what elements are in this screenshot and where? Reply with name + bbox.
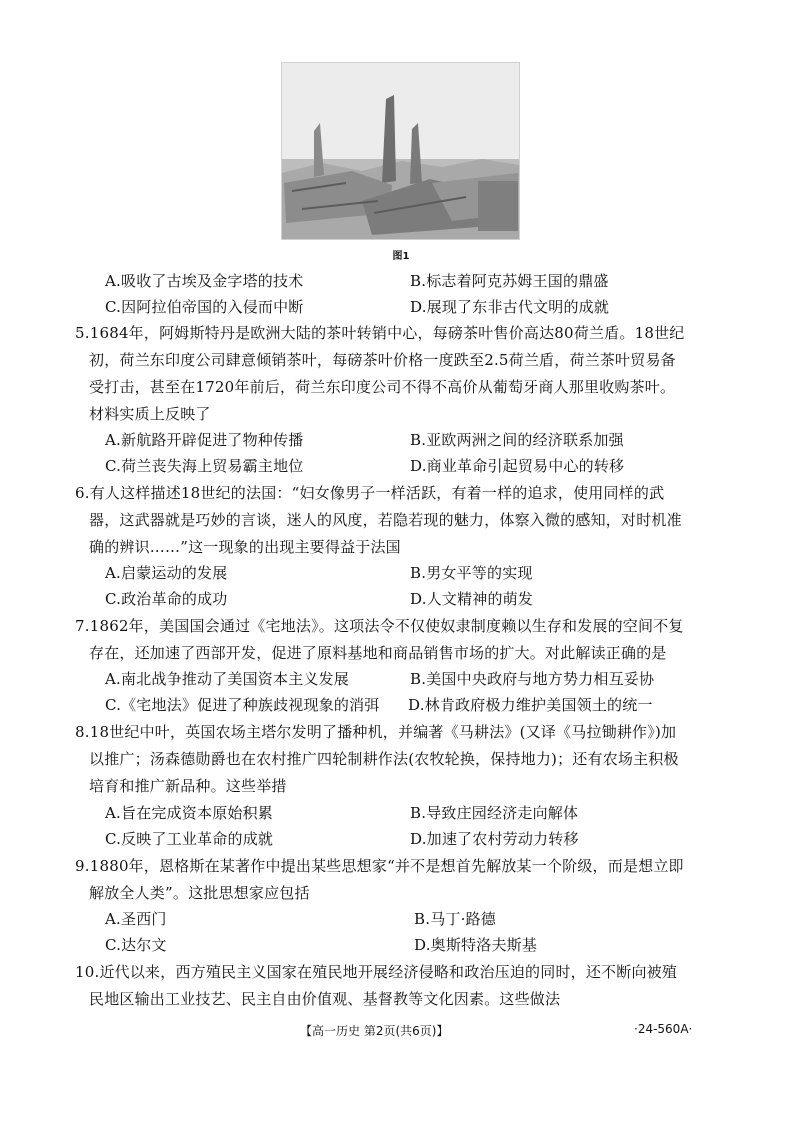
q6-option-d: D.人文精神的萌发 <box>410 590 534 608</box>
q8-option-d: D.加速了农村劳动力转移 <box>410 830 579 848</box>
q6-stem-line-2: 器，这武器就是巧妙的言谈，迷人的风度，若隐若现的魅力，体察入微的感知，对时机准 <box>89 511 682 529</box>
q8-stem-line-1: 8.18世纪中叶，英国农场主塔尔发明了播种机，并编著《马耕法》(又译《马拉锄耕作》)加 <box>75 723 677 741</box>
q4-option-a: A.吸收了古埃及金字塔的技术 <box>105 272 304 290</box>
q7-option-c: C.《宅地法》促进了种族歧视现象的消弭 <box>105 696 380 714</box>
q5-option-d: D.商业革命引起贸易中心的转移 <box>410 457 625 475</box>
q4-option-c: C.因阿拉伯帝国的入侵而中断 <box>105 298 304 316</box>
q7-option-a: A.南北战争推动了美国资本主义发展 <box>105 670 350 688</box>
q5-stem-line-4: 材料实质上反映了 <box>89 405 211 423</box>
q6-option-b: B.男女平等的实现 <box>410 564 533 582</box>
q4-option-b: B.标志着阿克苏姆王国的鼎盛 <box>410 272 609 290</box>
q5-stem-line-3: 受打击，甚至在1720年前后，荷兰东印度公司不得不高价从葡萄牙商人那里收购茶叶。 <box>89 378 676 396</box>
footer-exam-code: ·24-560A· <box>634 1022 693 1036</box>
q9-stem-line-1: 9.1880年，恩格斯在某著作中提出某些思想家“并不是想首先解放某一个阶级，而是想立即 <box>75 857 684 875</box>
q8-option-c: C.反映了工业革命的成就 <box>105 830 274 848</box>
q10-stem-line-1: 10.近代以来，西方殖民主义国家在殖民地开展经济侵略和政治压迫的同时，还不断向被殖 <box>75 963 678 981</box>
q9-option-d: D.奥斯特洛夫斯基 <box>414 936 538 954</box>
figure-caption: 图1 <box>392 251 410 262</box>
stelae-photo <box>282 63 519 239</box>
q8-stem-line-3: 培育和推广新品种。这些举措 <box>89 777 287 795</box>
q5-option-a: A.新航路开辟促进了物种传播 <box>105 431 304 449</box>
q8-stem-line-2: 以推广；汤森德勋爵也在农村推广四轮制耕作法(农牧轮换，保持地力)；还有农场主积极 <box>89 750 679 768</box>
figure-1-photo <box>281 62 520 240</box>
q10-stem-line-2: 民地区输出工业技艺、民主自由价值观、基督教等文化因素。这些做法 <box>89 990 561 1008</box>
q9-stem-line-2: 解放全人类”。这批思想家应包括 <box>89 884 310 902</box>
q8-option-b: B.导致庄园经济走向解体 <box>410 804 579 822</box>
q5-stem-line-2: 初，荷兰东印度公司肆意倾销茶叶，每磅茶叶价格一度跌至2.5荷兰盾，荷兰茶叶贸易备 <box>89 351 676 369</box>
q9-option-a: A.圣西门 <box>105 910 167 928</box>
footer-page-info: 【高一历史 第2页(共6页)】 <box>300 1024 449 1038</box>
q7-stem-line-1: 7.1862年，美国国会通过《宅地法》。这项法令不仅使奴隶制度赖以生存和发展的空间不复 <box>75 617 684 635</box>
q7-option-d: D.林肯政府极力维护美国领土的统一 <box>408 696 653 714</box>
q6-option-c: C.政治革命的成功 <box>105 590 228 608</box>
q7-option-b: B.美国中央政府与地方势力相互妥协 <box>410 670 655 688</box>
q6-stem-line-3: 确的辨识……”这一现象的出现主要得益于法国 <box>89 538 401 556</box>
q5-option-b: B.亚欧两洲之间的经济联系加强 <box>410 431 624 449</box>
q6-option-a: A.启蒙运动的发展 <box>105 564 228 582</box>
q4-option-d: D.展现了东非古代文明的成就 <box>410 298 610 316</box>
q5-option-c: C.荷兰丧失海上贸易霸主地位 <box>105 457 304 475</box>
q9-option-c: C.达尔文 <box>105 936 167 954</box>
q6-stem-line-1: 6.有人这样描述18世纪的法国：“妇女像男子一样活跃，有着一样的追求，使用同样的武 <box>75 484 665 502</box>
q8-option-a: A.旨在完成资本原始积累 <box>105 804 274 822</box>
q5-stem-line-1: 5.1684年，阿姆斯特丹是欧洲大陆的茶叶转销中心，每磅茶叶售价高达80荷兰盾。18世纪 <box>75 324 685 342</box>
q7-stem-line-2: 存在，还加速了西部开发，促进了原料基地和商品销售市场的扩大。对此解读正确的是 <box>89 644 667 662</box>
q9-option-b: B.马丁·路德 <box>414 910 496 928</box>
